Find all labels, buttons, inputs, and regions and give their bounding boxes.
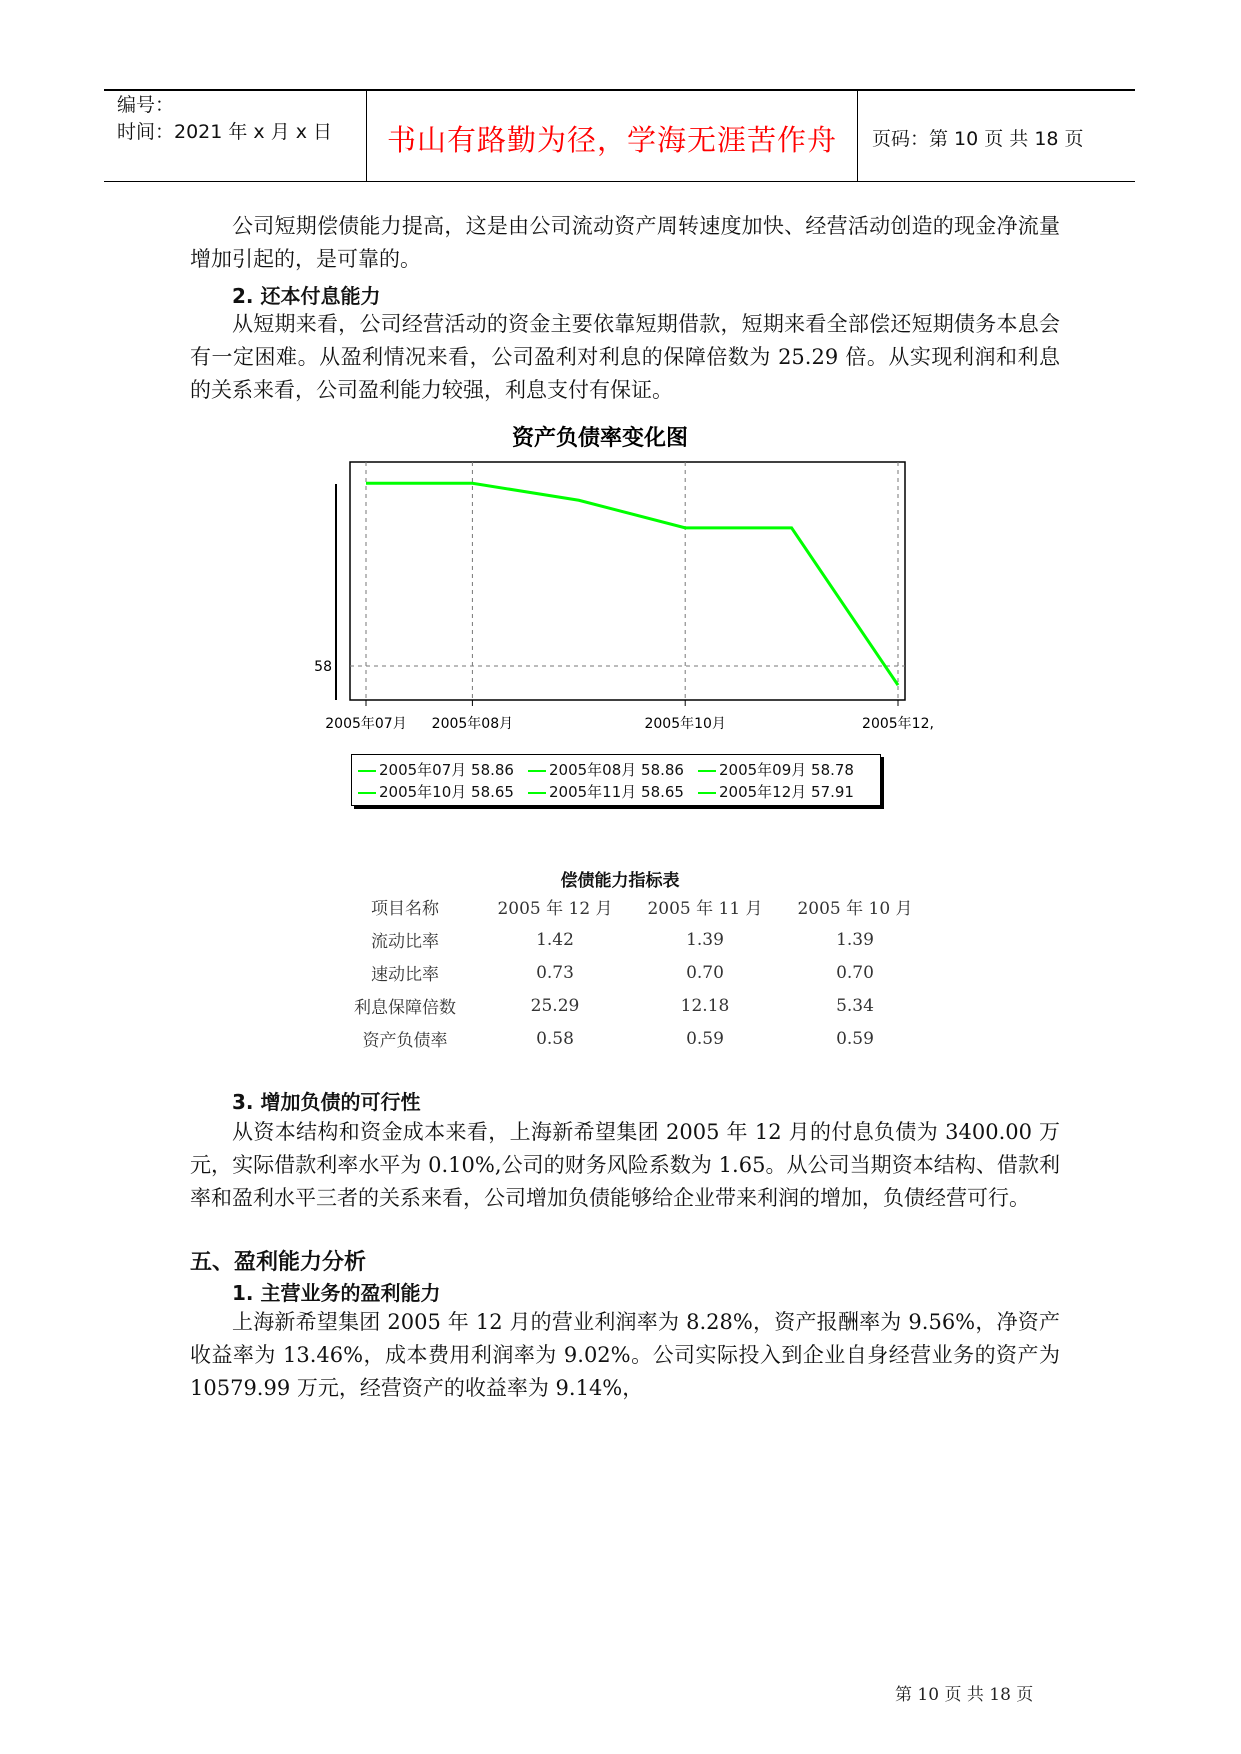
table-cell: 0.70 <box>686 962 724 983</box>
x-tick-label: 2005年10月 <box>644 716 726 732</box>
series-layer <box>366 483 898 685</box>
table-cell: 1.39 <box>836 929 874 950</box>
axes <box>314 659 934 732</box>
table-title: 偿债能力指标表 <box>560 871 680 891</box>
legend-label: 2005年11月 58.65 <box>549 783 684 801</box>
table-header-cell: 2005 年 11 月 <box>647 899 763 919</box>
legend-swatch <box>358 770 376 772</box>
series-line <box>366 483 898 685</box>
document-number-label: 编号： <box>117 94 175 116</box>
paragraph: 从短期来看，公司经营活动的资金主要依靠短期借款，短期来看全部偿还短期债务本息会有一定困难。从盈利情况来看，公司盈利对利息的保障倍数为 25.29 倍。从实现利润和利息的关系来看，公司盈利能力较强，利息支付有保证。 <box>190 312 1060 402</box>
grid-lines <box>350 462 905 700</box>
table-cell: 0.73 <box>536 962 574 983</box>
legend-swatch <box>528 770 546 772</box>
table-cell: 速动比率 <box>371 965 439 985</box>
header-bottom-rule <box>104 181 1135 182</box>
legend-swatch <box>698 792 716 794</box>
legend-label: 2005年09月 58.78 <box>719 761 854 779</box>
section-heading: 五、盈利能力分析 <box>190 1250 367 1275</box>
table-cell: 0.58 <box>536 1028 574 1049</box>
table-cell: 利息保障倍数 <box>354 998 456 1018</box>
legend-label: 2005年08月 58.86 <box>549 761 684 779</box>
x-tick-label: 2005年08月 <box>431 716 514 732</box>
table-cell: 0.59 <box>836 1028 874 1049</box>
subheading: 1. 主营业务的盈利能力 <box>232 1281 441 1305</box>
subheading: 3. 增加负债的可行性 <box>232 1090 421 1114</box>
legend-swatch <box>358 792 376 794</box>
table-header-cell: 项目名称 <box>371 899 439 919</box>
legend-swatch <box>528 792 546 794</box>
table-cell: 0.70 <box>836 962 874 983</box>
table-row <box>330 989 930 1022</box>
x-tick-label: 2005年07月 <box>325 716 407 732</box>
table-row <box>330 1022 930 1055</box>
legend-item <box>698 781 854 802</box>
table-cell: 0.59 <box>686 1028 724 1049</box>
table-cell: 1.39 <box>686 929 724 950</box>
table-cell: 1.42 <box>536 929 574 950</box>
table-header-cell: 2005 年 12 月 <box>497 899 613 919</box>
table-cell: 资产负债率 <box>362 1031 448 1051</box>
page-footer: 第 10 页 共 18 页 <box>895 1685 1034 1705</box>
line-chart <box>300 420 940 750</box>
header-divider <box>857 89 858 182</box>
document-time-label: 时间：2021 年 x 月 x 日 <box>117 121 333 143</box>
table-header-row <box>330 890 930 923</box>
legend-label: 2005年12月 57.91 <box>719 783 854 801</box>
table-header-cell: 2005 年 10 月 <box>797 899 913 919</box>
table-cell: 12.18 <box>680 995 730 1016</box>
paragraph: 从资本结构和资金成本来看，上海新希望集团 2005 年 12 月的付息负债为 3400.00 万元，实际借款利率水平为 0.10%,公司的财务风险系数为 1.65。从公司当期资本结构、借款利率和盈利水平三者的关系来看，公司增加负债能够给企业带来利润的增加，负债经营可行。 <box>190 1120 1060 1210</box>
table-row <box>330 956 930 989</box>
header-top-rule <box>104 89 1135 91</box>
legend-label: 2005年07月 58.86 <box>379 761 514 779</box>
paragraph: 上海新希望集团 2005 年 12 月的营业利润率为 8.28%，资产报酬率为 9.56%，净资产收益率为 13.46%，成本费用利润率为 9.02%。公司实际投入到企业自身经营业务的资产为 10579.99 万元，经营资产的收益率为 9.14%， <box>190 1310 1060 1400</box>
legend-label: 2005年10月 58.65 <box>379 783 514 801</box>
y-tick-label: 58 <box>314 659 332 675</box>
table-cell: 5.34 <box>836 995 874 1016</box>
paragraph: 公司短期偿债能力提高，这是由公司流动资产周转速度加快、经营活动创造的现金净流量增加引起的，是可靠的。 <box>190 214 1060 271</box>
legend-item <box>528 759 684 780</box>
chart-title: 资产负债率变化图 <box>511 426 689 451</box>
legend-item <box>358 759 514 780</box>
chart-legend <box>351 754 881 806</box>
plot-border <box>350 462 905 700</box>
legend-item <box>358 781 514 802</box>
indicator-table <box>330 890 930 1055</box>
header-meta <box>117 92 332 146</box>
header-page-label: 页码：第 10 页 共 18 页 <box>872 128 1084 150</box>
table-cell: 25.29 <box>530 995 580 1016</box>
legend-item <box>528 781 684 802</box>
header-motto: 书山有路勤为径，学海无涯苦作舟 <box>386 123 837 157</box>
legend-swatch <box>698 770 716 772</box>
legend-item <box>698 759 854 780</box>
subheading: 2. 还本付息能力 <box>232 284 381 308</box>
table-row <box>330 923 930 956</box>
table-cell: 流动比率 <box>371 932 439 952</box>
plot-area <box>336 462 905 700</box>
x-tick-label: 2005年12, <box>862 716 934 732</box>
